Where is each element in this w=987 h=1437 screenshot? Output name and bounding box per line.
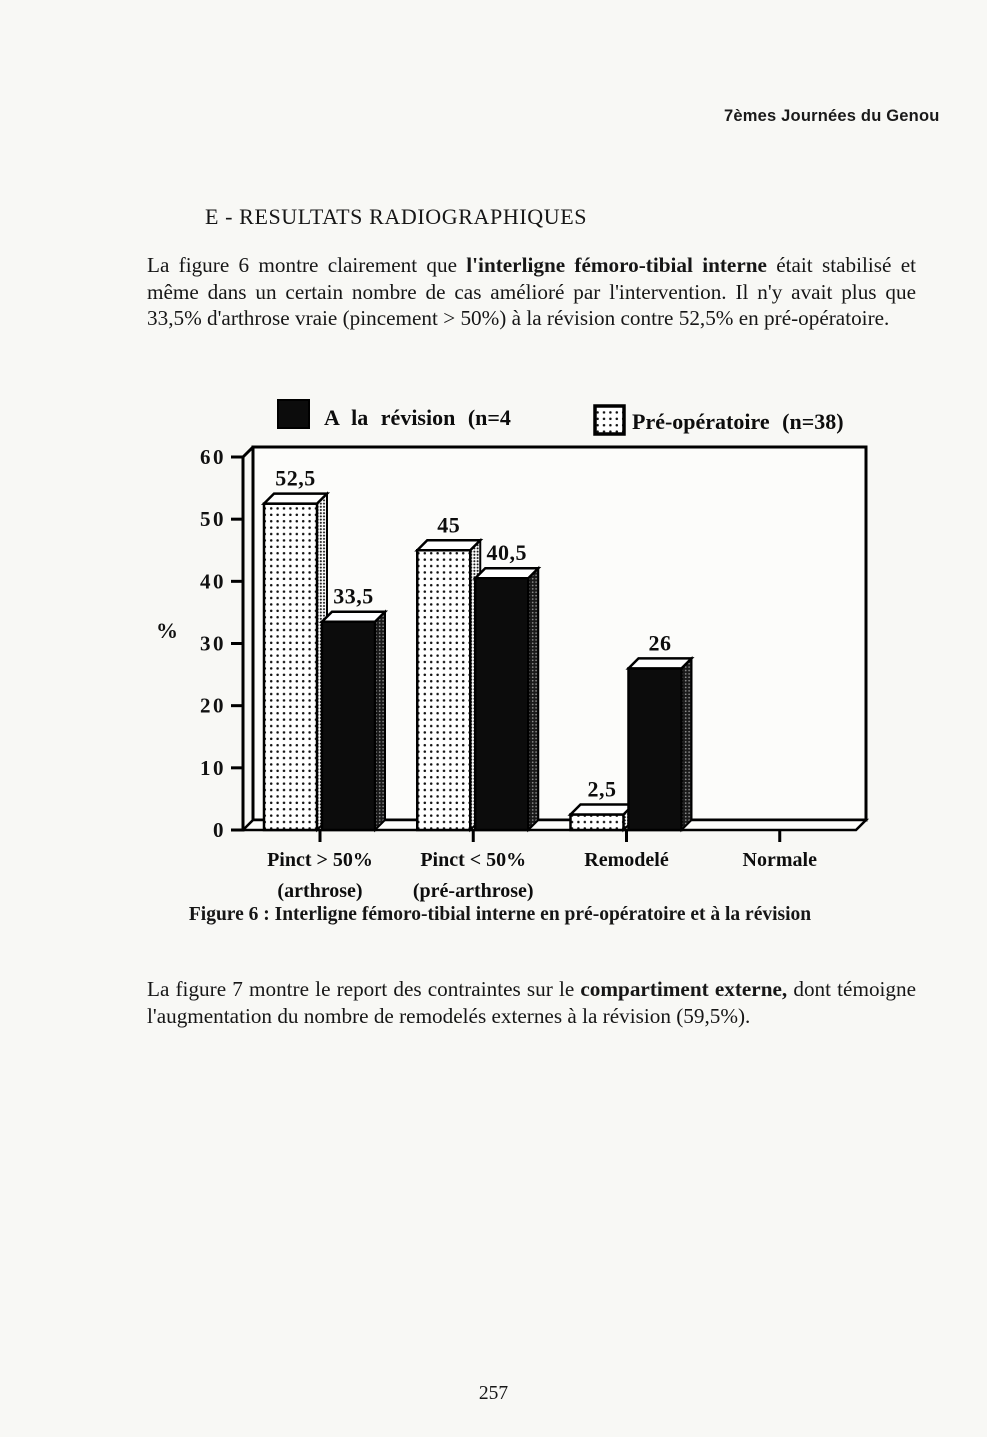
paragraph-text: La figure 6 montre clairement que	[147, 253, 467, 277]
paragraph-text: dont témoigne l'augmentation du nombre de remodelés externes à la révision (59,5%).	[147, 977, 917, 1028]
y-axis-tick-label: 0	[213, 818, 226, 842]
page-number: 257	[478, 1383, 509, 1404]
bar-preoperatoire-0	[264, 504, 317, 830]
figure6-bar-chart	[140, 390, 900, 905]
category-label: Remodelé	[584, 849, 669, 871]
bar-revision-2-top	[629, 658, 692, 668]
y-axis-tick-label: 30	[200, 631, 226, 656]
bar-preoperatoire-2-top	[571, 804, 634, 814]
legend-swatch-preoperatoire	[595, 406, 624, 434]
paragraph-figure7	[147, 976, 916, 1029]
y-axis-tick-label: 40	[200, 569, 226, 594]
value-label: 2,5	[587, 776, 617, 802]
bar-revision-1-top	[475, 568, 538, 578]
y-axis-tick-label: 10	[200, 755, 226, 780]
bar-revision-0-top	[322, 612, 385, 622]
figure6-chart-canvas	[140, 390, 900, 905]
category-label: Pinct < 50%	[420, 849, 527, 871]
y-axis-tick-label: 20	[200, 693, 226, 718]
category-label: (arthrose)	[277, 880, 363, 902]
bar-preoperatoire-0-top	[264, 494, 327, 504]
paragraph-bold-text: compartiment externe,	[580, 977, 788, 1001]
value-label: 45	[437, 512, 461, 538]
section-title: E - RESULTATS RADIOGRAPHIQUES	[205, 204, 588, 229]
bar-revision-1-side	[528, 568, 538, 830]
paragraph-text: La figure 7 montre le report des contraintes sur le	[147, 977, 581, 1001]
category-label: Pinct > 50%	[267, 849, 373, 871]
running-header: 7èmes Journées du Genou	[724, 107, 940, 125]
bar-revision-0	[322, 622, 375, 830]
bar-preoperatoire-1-top	[417, 540, 480, 550]
bar-revision-1	[475, 578, 528, 830]
bar-revision-2-side	[682, 658, 692, 830]
bar-revision-2	[629, 668, 682, 830]
legend-swatch-revision	[278, 400, 309, 428]
bar-preoperatoire-1	[417, 550, 470, 830]
value-label: 40,5	[486, 540, 527, 566]
paragraph-text: était stabilisé et même dans un certain nombre de cas amélioré par l'intervention. Il n'y avait plus que 33,5% d'arthrose vraie (pincement > 50%) à la révision contre 52,5% en pré-opératoire.	[147, 253, 916, 331]
bar-preoperatoire-2	[571, 814, 624, 830]
value-label: 52,5	[275, 465, 316, 491]
value-label: 33,5	[333, 583, 374, 609]
legend-label-preoperatoire: Pré-opératoire (n=38)	[632, 409, 844, 434]
value-label: 26	[648, 630, 672, 656]
paragraph-figure6	[147, 252, 916, 332]
legend-label-revision: A la révision (n=4	[324, 405, 511, 430]
paragraph-bold-text: l'interligne fémoro-tibial interne	[466, 253, 767, 277]
y-axis-title: %	[156, 618, 178, 643]
figure6-caption: Figure 6 : Interligne fémoro-tibial interne en pré-opératoire et à la révision	[188, 904, 812, 925]
y-axis-tick-label: 60	[200, 445, 226, 469]
bar-revision-0-side	[375, 612, 385, 830]
y-axis-tick-label: 50	[200, 507, 226, 532]
category-label: Normale	[742, 849, 817, 871]
category-label: (pré-arthrose)	[412, 880, 534, 902]
